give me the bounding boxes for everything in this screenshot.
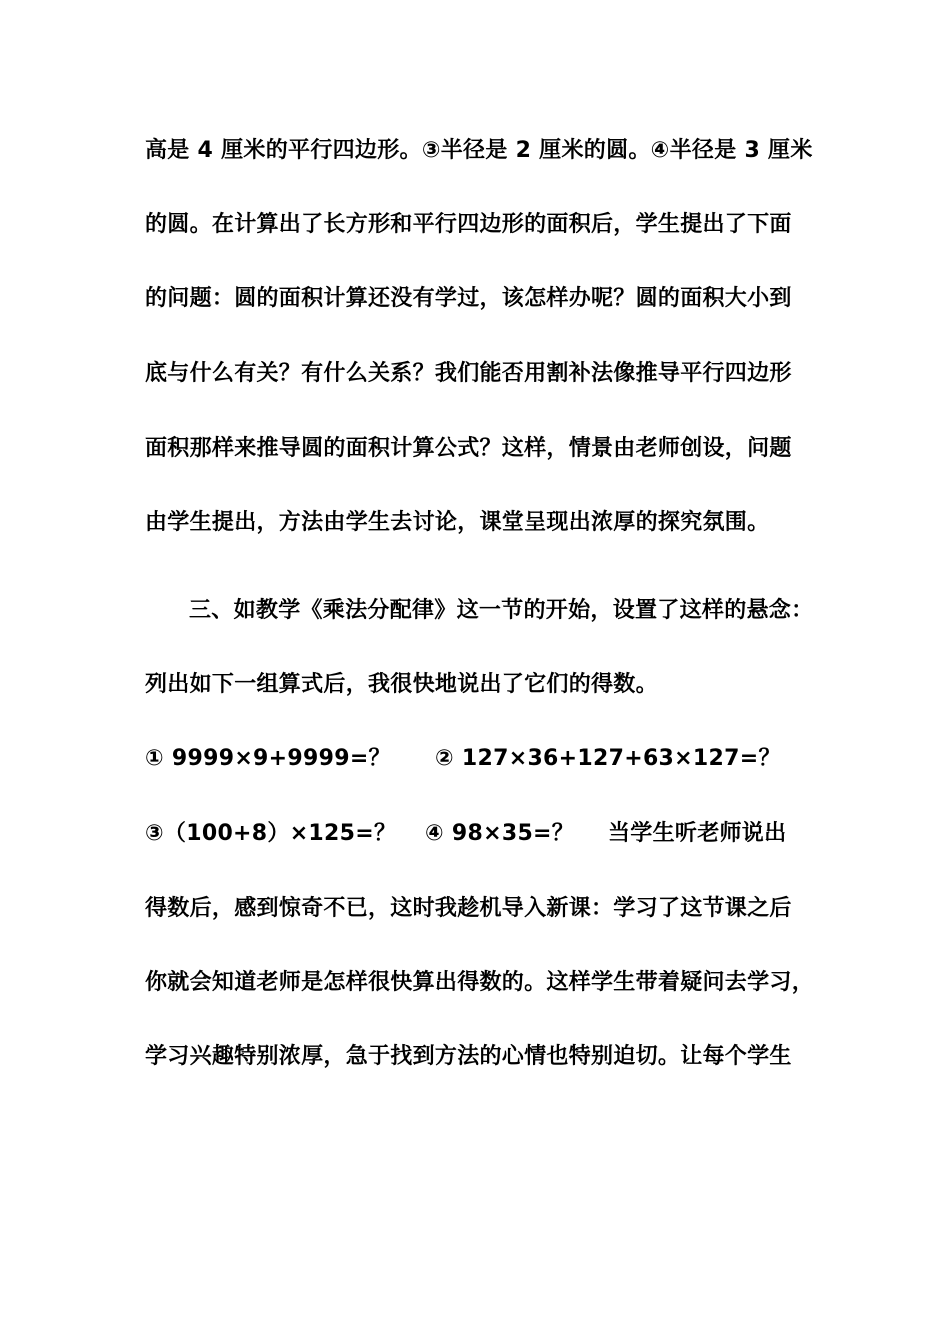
equation-row-1 <box>145 739 815 779</box>
paragraph-line: 由学生提出，方法由学生去讨论，课堂呈现出浓厚的探究氛围。 <box>145 510 770 535</box>
paragraph-line: 高是 4 厘米的平行四边形。③半径是 2 厘米的圆。④半径是 3 厘米 <box>145 138 813 163</box>
equation-3: ③（100+8）×125=？ <box>145 821 397 846</box>
paragraph-line: 面积那样来推导圆的面积计算公式？这样，情景由老师创设，问题 <box>145 436 792 461</box>
paragraph-line: 的问题：圆的面积计算还没有学过，该怎样办呢？圆的面积大小到 <box>145 286 792 311</box>
paragraph-line: 得数后，感到惊奇不已，这时我趁机导入新课：学习了这节课之后 <box>145 896 792 921</box>
equation-1: ① 9999×9+9999=？ <box>145 746 391 771</box>
equation-2: ② 127×36+127+63×127=？ <box>435 746 781 771</box>
paragraph-continuation: 当学生听老师说出 <box>608 821 787 846</box>
paragraph-line: 底与什么有关？有什么关系？我们能否用割补法像推导平行四边形 <box>145 361 792 386</box>
equation-row-2 <box>145 814 815 854</box>
paragraph-line: 列出如下一组算式后，我很快地说出了它们的得数。 <box>145 672 658 697</box>
paragraph-line: 学习兴趣特别浓厚，急于找到方法的心情也特别迫切。让每个学生 <box>145 1044 792 1069</box>
paragraph-line: 的圆。在计算出了长方形和平行四边形的面积后，学生提出了下面 <box>145 212 792 237</box>
equation-4: ④ 98×35=？ <box>425 821 575 846</box>
paragraph-line: 你就会知道老师是怎样很快算出得数的。这样学生带着疑问去学习， <box>145 970 815 995</box>
section-heading-line: 三、如教学《乘法分配律》这一节的开始，设置了这样的悬念： <box>189 598 814 623</box>
